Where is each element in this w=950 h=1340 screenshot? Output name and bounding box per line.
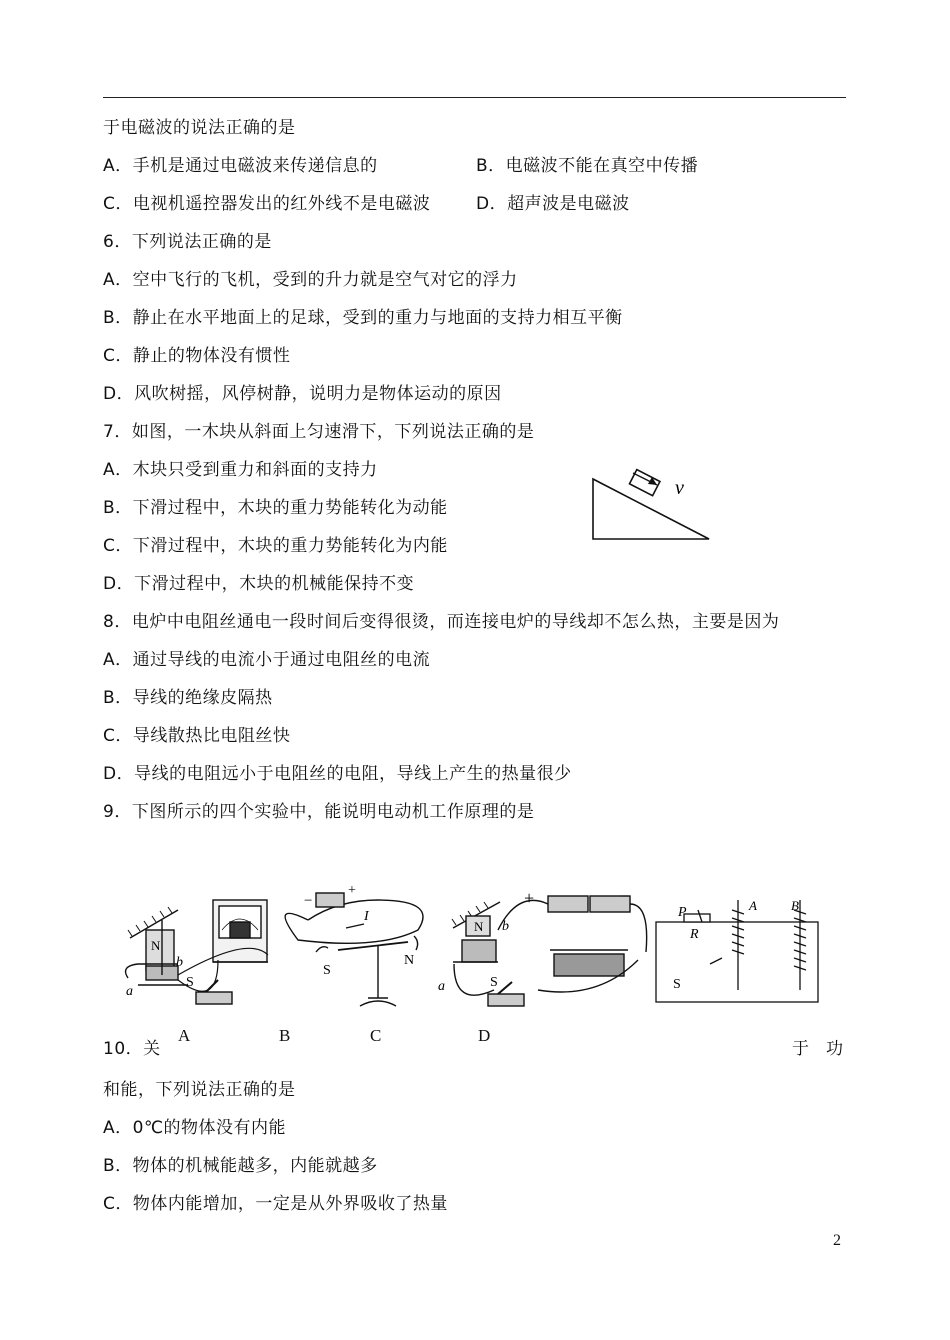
fig9-label-b: B bbox=[279, 1026, 291, 1045]
q6-option-a: A．空中飞行的飞机，受到的升力就是空气对它的浮力 bbox=[103, 270, 518, 290]
q8-option-d: D．导线的电阻远小于电阻丝的电阻，导线上产生的热量很少 bbox=[103, 764, 572, 784]
experiment-d bbox=[452, 896, 647, 1006]
q6-option-d: D．风吹树摇，风停树静，说明力是物体运动的原因 bbox=[103, 384, 502, 404]
q6-option-c: C．静止的物体没有惯性 bbox=[103, 346, 291, 366]
exp-d-minus-label: − bbox=[620, 886, 631, 906]
fig9-label-a: A bbox=[178, 1026, 191, 1045]
q7-option-d: D．下滑过程中，木块的机械能保持不变 bbox=[103, 574, 415, 594]
exp-d-n-label: N bbox=[474, 919, 484, 934]
q10-stem-end: 于 功 bbox=[792, 1039, 843, 1059]
q7-option-b: B．下滑过程中，木块的重力势能转化为动能 bbox=[103, 498, 448, 518]
exp-b-n-label: N bbox=[404, 953, 415, 968]
q8-option-c: C．导线散热比电阻丝快 bbox=[103, 726, 291, 746]
exp-e-s-label: S bbox=[673, 977, 681, 992]
q5-option-b: B．电磁波不能在真空中传播 bbox=[476, 156, 699, 176]
q5-option-d: D．超声波是电磁波 bbox=[476, 194, 630, 214]
exp-d-a-label: a bbox=[438, 979, 445, 994]
q10-option-c: C．物体内能增加，一定是从外界吸收了热量 bbox=[103, 1194, 448, 1214]
exp-b-s-label: S bbox=[323, 963, 331, 978]
q6-option-b: B．静止在水平地面上的足球，受到的重力与地面的支持力相互平衡 bbox=[103, 308, 623, 328]
header-rule bbox=[103, 97, 846, 98]
q9-stem: 9．下图所示的四个实验中，能说明电动机工作原理的是 bbox=[103, 802, 535, 822]
exp-b-plus-label: + bbox=[348, 883, 356, 898]
exp-e-r-label: R bbox=[690, 927, 699, 942]
exp-d-plus-label: + bbox=[524, 888, 535, 908]
q8-option-b: B．导线的绝缘皮隔热 bbox=[103, 688, 273, 708]
q10-option-a: A．0℃的物体没有内能 bbox=[103, 1118, 287, 1138]
exp-a-s-label: S bbox=[186, 975, 194, 990]
q6-stem: 6．下列说法正确的是 bbox=[103, 232, 272, 252]
exp-a-n-label: N bbox=[151, 938, 161, 953]
exp-e-p-label: P bbox=[678, 905, 687, 920]
incline-triangle bbox=[593, 479, 709, 539]
q10-option-b: B．物体的机械能越多，内能就越多 bbox=[103, 1156, 378, 1176]
exp-b-current-label: I bbox=[364, 909, 369, 924]
fig9-label-c: C bbox=[370, 1026, 382, 1045]
q7-stem: 7．如图，一木块从斜面上匀速滑下，下列说法正确的是 bbox=[103, 422, 535, 442]
q10-stem-continued: 和能，下列说法正确的是 bbox=[103, 1080, 296, 1100]
q8-stem: 8．电炉中电阻丝通电一段时间后变得很烫，而连接电炉的导线却不怎么热，主要是因为 bbox=[103, 612, 780, 632]
q10-stem-start: 10．关 bbox=[103, 1039, 161, 1059]
exp-e-b-label: B bbox=[791, 898, 799, 913]
incline-figure bbox=[585, 465, 725, 545]
exp-e-a-label: A bbox=[749, 898, 757, 913]
q9-figure bbox=[118, 880, 828, 1020]
exp-d-s-label: S bbox=[490, 975, 498, 990]
page-number: 2 bbox=[833, 1232, 841, 1249]
exp-a-a-label: a bbox=[126, 984, 133, 999]
experiment-a bbox=[126, 900, 268, 1004]
q5-option-a: A．手机是通过电磁波来传递信息的 bbox=[103, 156, 378, 176]
exp-a-b-label: b bbox=[176, 955, 183, 970]
q8-option-a: A．通过导线的电流小于通过电阻丝的电流 bbox=[103, 650, 431, 670]
q5-stem-continued: 于电磁波的说法正确的是 bbox=[103, 118, 296, 138]
q7-option-c: C．下滑过程中，木块的重力势能转化为内能 bbox=[103, 536, 448, 556]
experiment-b bbox=[285, 893, 423, 1006]
q5-option-c: C．电视机遥控器发出的红外线不是电磁波 bbox=[103, 194, 431, 214]
fig9-label-d: D bbox=[478, 1026, 491, 1045]
exp-b-minus-label: − bbox=[304, 893, 313, 909]
velocity-label: v bbox=[675, 477, 684, 499]
exp-d-b-label: b bbox=[502, 919, 509, 934]
q7-option-a: A．木块只受到重力和斜面的支持力 bbox=[103, 460, 378, 480]
